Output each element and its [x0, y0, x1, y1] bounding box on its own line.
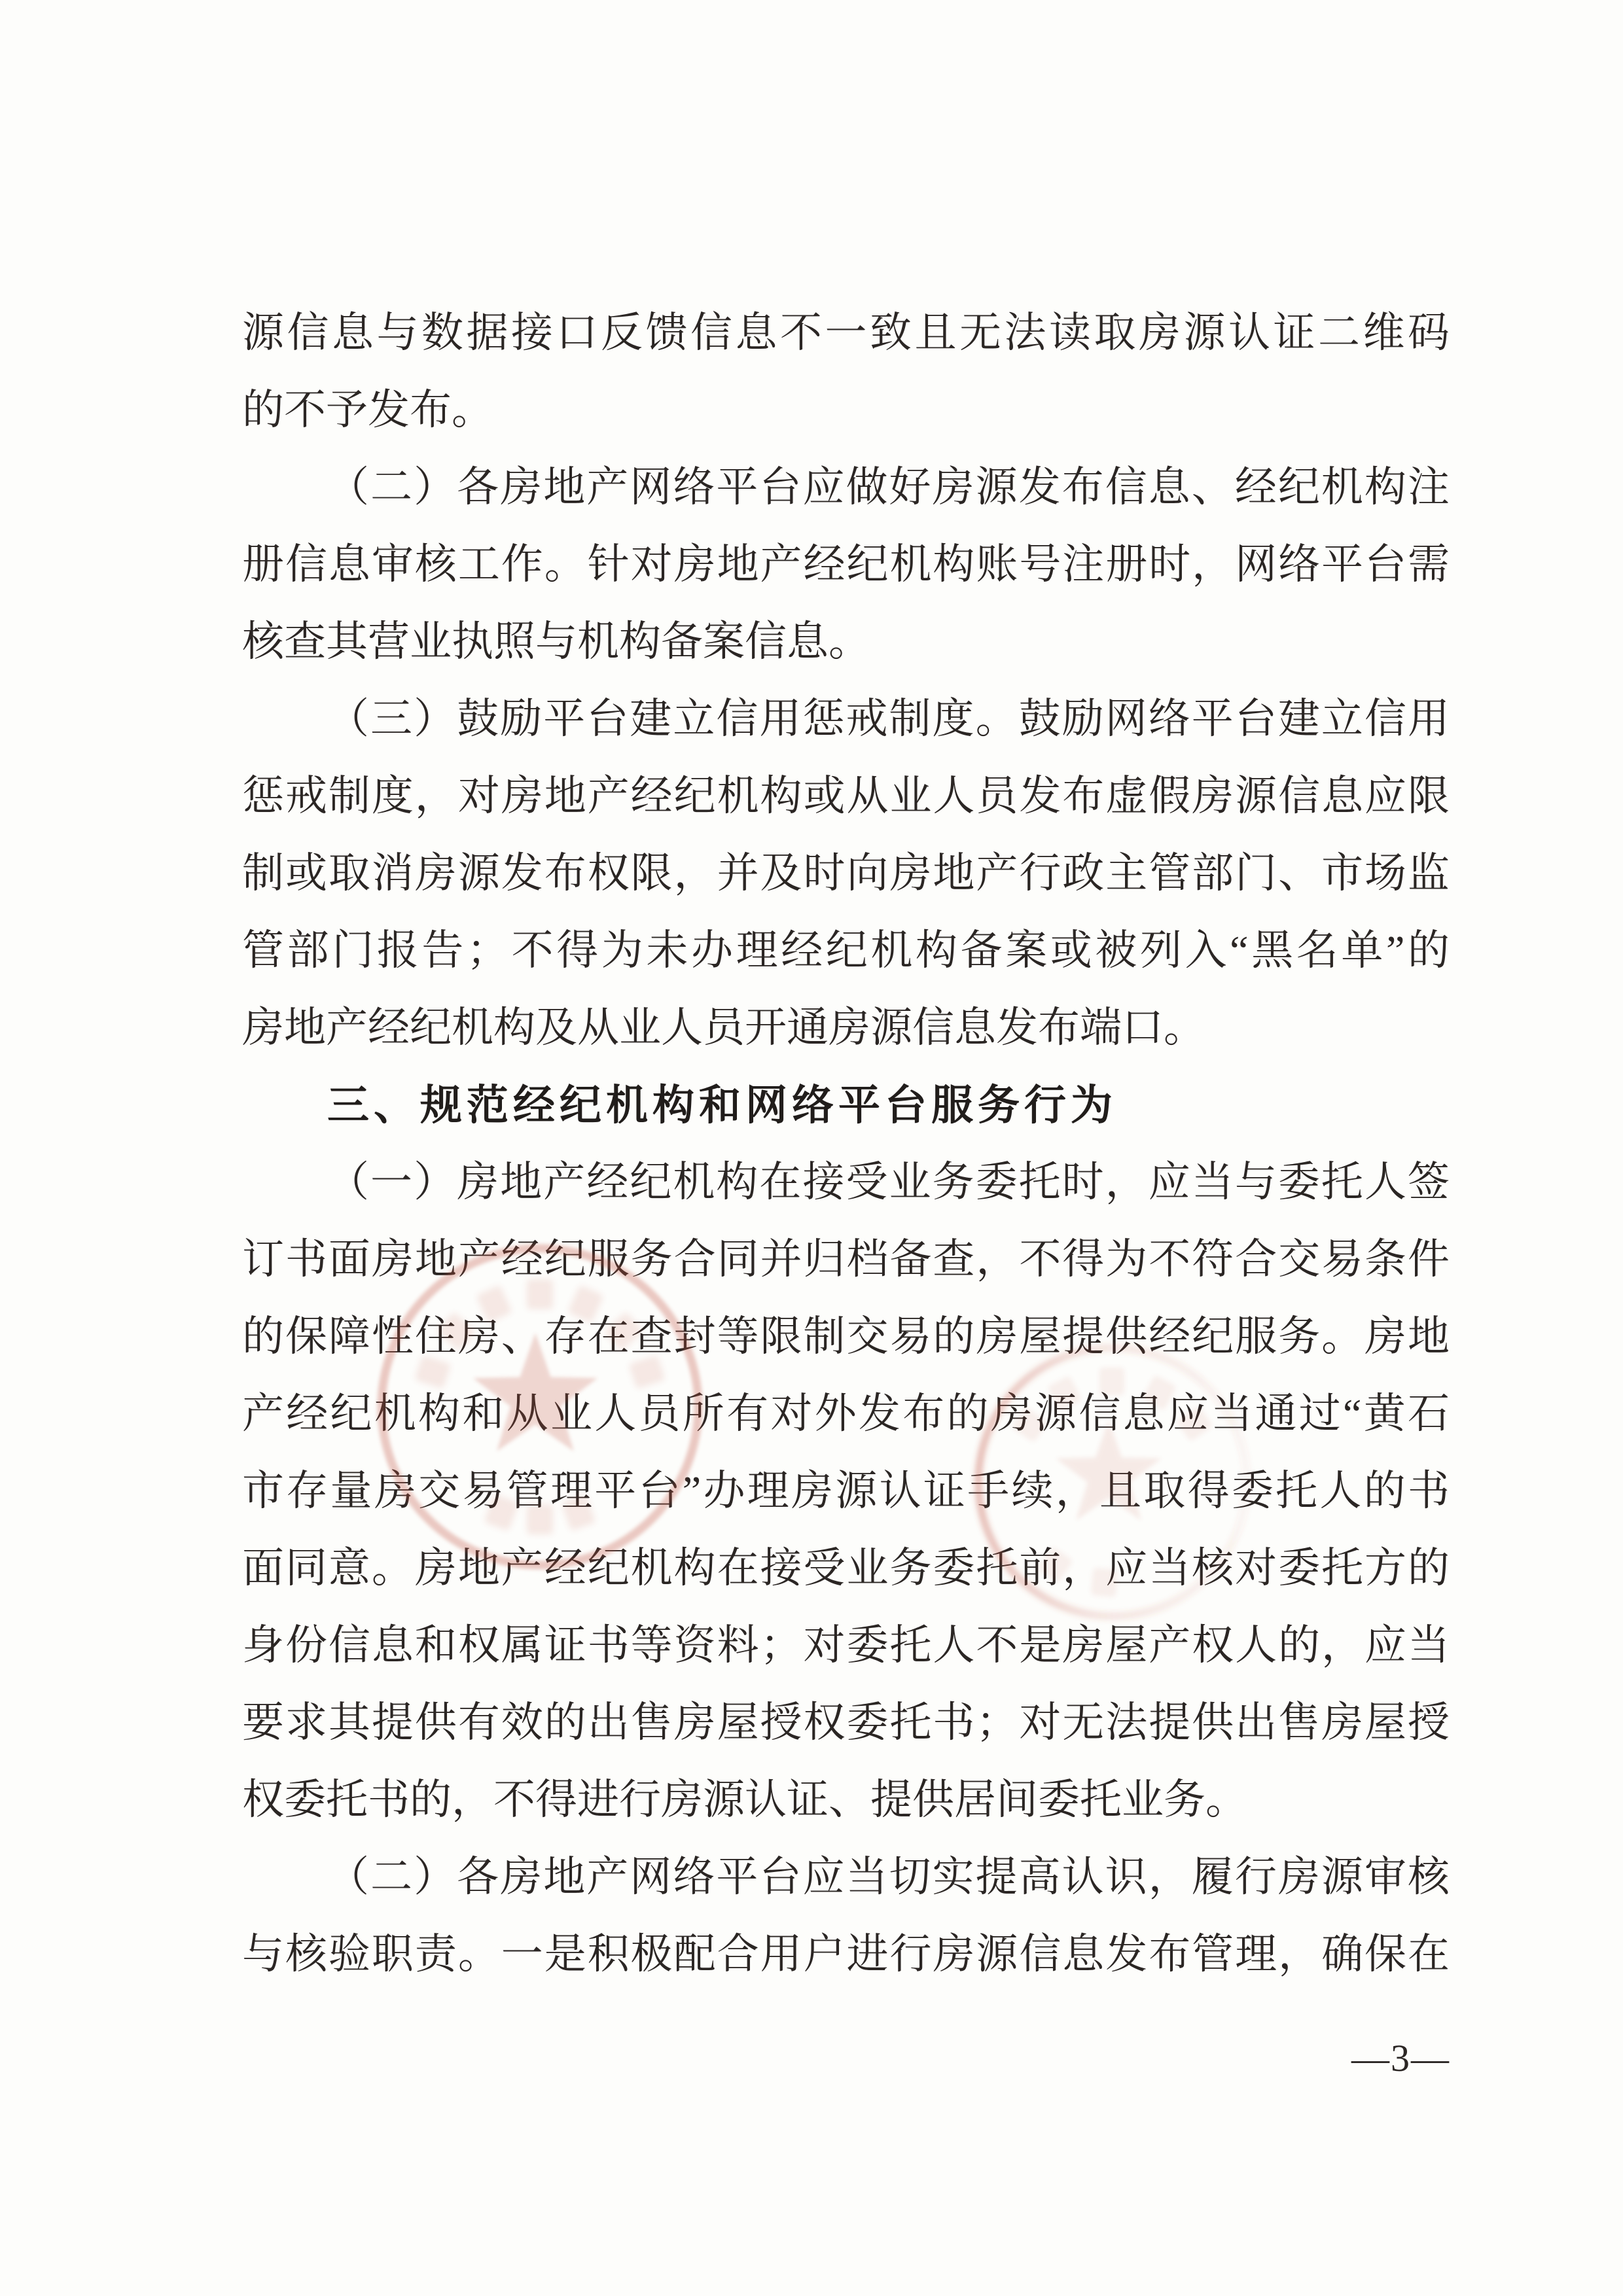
text-line: 册信息审核工作。针对房地产经纪机构账号注册时，网络平台需 — [242, 541, 1450, 588]
text-line: 惩戒制度，对房地产经纪机构或从业人员发布虚假房源信息应限 — [242, 773, 1450, 819]
section-heading: 三、规范经纪机构和网络平台服务行为 — [327, 1082, 1117, 1129]
text-line: 产经纪机构和从业人员所有对外发布的房源信息应当通过“黄石 — [242, 1390, 1450, 1437]
text-line: 权委托书的，不得进行房源认证、提供居间委托业务。 — [242, 1776, 1247, 1823]
text-line: 面同意。房地产经纪机构在接受业务委托前，应当核对委托方的 — [242, 1545, 1450, 1591]
text-line: 制或取消房源发布权限，并及时向房地产行政主管部门、市场监 — [242, 850, 1450, 896]
text-line: 身份信息和权属证书等资料；对委托人不是房屋产权人的，应当 — [242, 1622, 1450, 1669]
text-line: 与核验职责。一是积极配合用户进行房源信息发布管理，确保在 — [242, 1931, 1450, 1977]
text-line: 订书面房地产经纪服务合同并归档备查，不得为不符合交易条件 — [242, 1236, 1450, 1282]
text-line: （二）各房地产网络平台应做好房源发布信息、经纪机构注 — [327, 464, 1450, 510]
text-line: 的保障性住房、存在查封等限制交易的房屋提供经纪服务。房地 — [242, 1313, 1450, 1360]
text-line: （三）鼓励平台建立信用惩戒制度。鼓励网络平台建立信用 — [327, 696, 1450, 742]
text-line: 源信息与数据接口反馈信息不一致且无法读取房源认证二维码 — [242, 309, 1450, 356]
text-line: 房地产经纪机构及从业人员开通房源信息发布端口。 — [242, 1004, 1205, 1051]
document-body — [242, 294, 1450, 1993]
text-line: 市存量房交易管理平台”办理房源认证手续，且取得委托人的书 — [242, 1468, 1450, 1514]
text-line: 核查其营业执照与机构备案信息。 — [242, 618, 870, 665]
text-line: 的不予发布。 — [242, 387, 493, 433]
text-line: （一）房地产经纪机构在接受业务委托时，应当与委托人签 — [327, 1159, 1450, 1205]
text-line: 要求其提供有效的出售房屋授权委托书；对无法提供出售房屋授 — [242, 1699, 1450, 1746]
text-line: （二）各房地产网络平台应当切实提高认识，履行房源审核 — [327, 1854, 1450, 1900]
text-line: 管部门报告；不得为未办理经纪机构备案或被列入“黑名单”的 — [242, 927, 1450, 974]
page-number: —3— — [1351, 2037, 1450, 2079]
